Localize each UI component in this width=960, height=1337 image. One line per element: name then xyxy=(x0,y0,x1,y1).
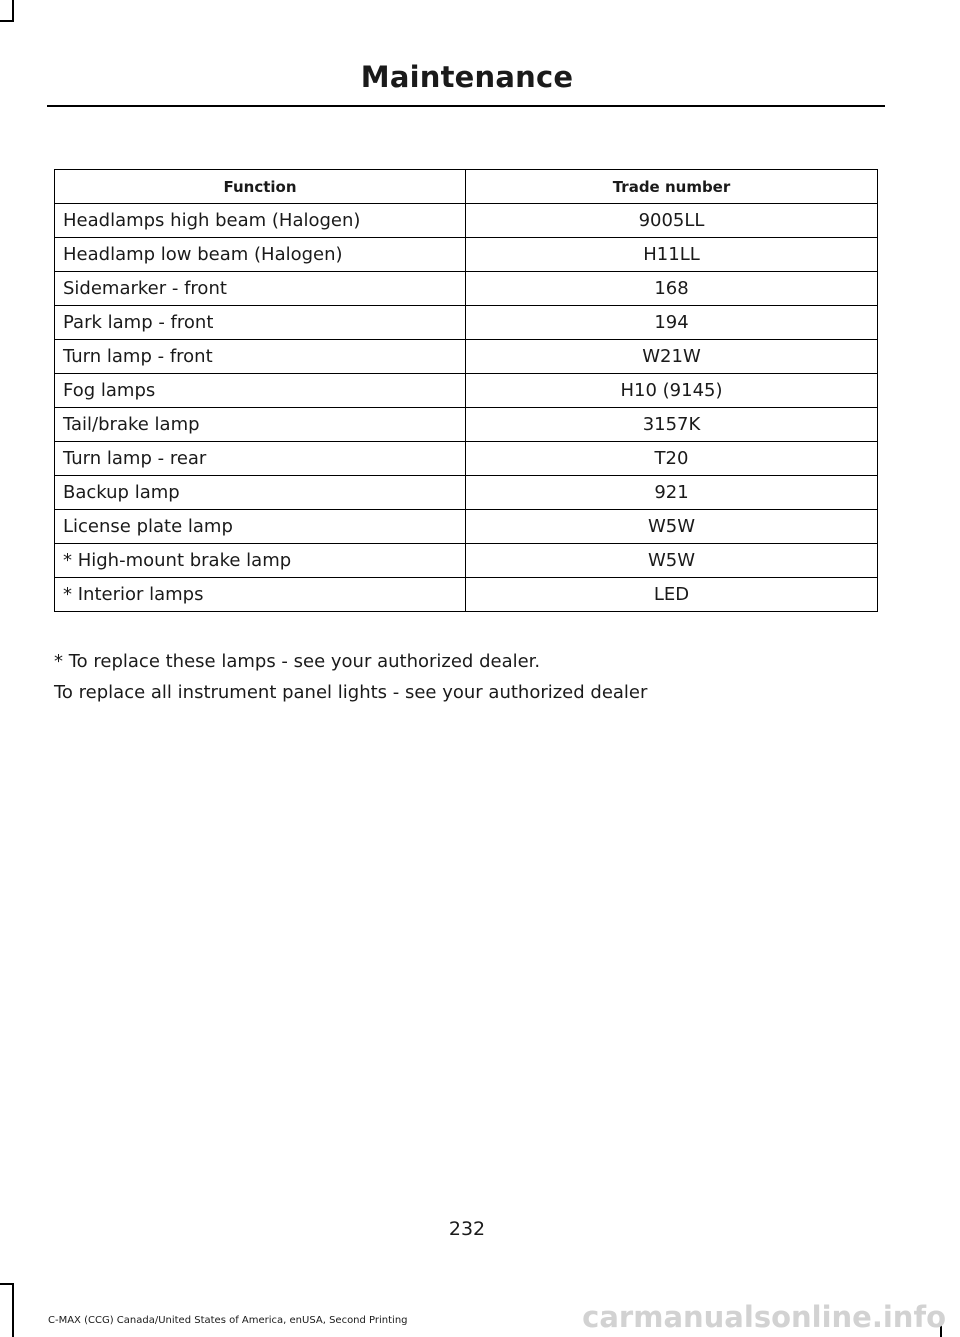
table-row xyxy=(55,544,878,578)
column-header-trade-number: Trade number xyxy=(466,170,878,204)
crop-mark xyxy=(0,1283,14,1285)
table-row xyxy=(55,476,878,510)
function-cell: Fog lamps xyxy=(55,374,466,408)
function-cell: Turn lamp - front xyxy=(55,340,466,374)
trade-number-cell: W21W xyxy=(466,340,878,374)
table-row xyxy=(55,306,878,340)
dealer-note: * To replace these lamps - see your authorized dealer. xyxy=(54,651,541,672)
function-cell: Headlamp low beam (Halogen) xyxy=(55,238,466,272)
table-row xyxy=(55,578,878,612)
function-cell: Tail/brake lamp xyxy=(55,408,466,442)
crop-mark xyxy=(12,0,14,22)
function-cell: * High-mount brake lamp xyxy=(55,544,466,578)
table-row xyxy=(55,340,878,374)
column-header-function: Function xyxy=(55,170,466,204)
function-cell: * Interior lamps xyxy=(55,578,466,612)
trade-number-cell: 921 xyxy=(466,476,878,510)
watermark: carmanualsonline.info xyxy=(582,1300,946,1334)
trade-number-cell: H11LL xyxy=(466,238,878,272)
table-header-row xyxy=(55,170,878,204)
table-row xyxy=(55,510,878,544)
instrument-panel-note: To replace all instrument panel lights - see your authorized dealer xyxy=(54,682,648,703)
function-cell: Park lamp - front xyxy=(55,306,466,340)
trade-number-cell: H10 (9145) xyxy=(466,374,878,408)
trade-number-cell: LED xyxy=(466,578,878,612)
trade-number-cell: 9005LL xyxy=(466,204,878,238)
function-cell: Sidemarker - front xyxy=(55,272,466,306)
table-row xyxy=(55,204,878,238)
table-row xyxy=(55,238,878,272)
crop-mark xyxy=(12,1283,14,1337)
trade-number-cell: 168 xyxy=(466,272,878,306)
table-row xyxy=(55,374,878,408)
trade-number-cell: 3157K xyxy=(466,408,878,442)
trade-number-cell: T20 xyxy=(466,442,878,476)
function-cell: Backup lamp xyxy=(55,476,466,510)
page-title: Maintenance xyxy=(360,60,574,94)
crop-mark xyxy=(0,20,14,22)
table-row xyxy=(55,442,878,476)
trade-number-cell: 194 xyxy=(466,306,878,340)
function-cell: License plate lamp xyxy=(55,510,466,544)
bulb-spec-table xyxy=(54,169,878,612)
trade-number-cell: W5W xyxy=(466,544,878,578)
header-divider xyxy=(47,105,885,107)
function-cell: Headlamps high beam (Halogen) xyxy=(55,204,466,238)
page-number: 232 xyxy=(448,1218,486,1240)
function-cell: Turn lamp - rear xyxy=(55,442,466,476)
table-row xyxy=(55,272,878,306)
trade-number-cell: W5W xyxy=(466,510,878,544)
table-row xyxy=(55,408,878,442)
print-footer: C-MAX (CCG) Canada/United States of America, enUSA, Second Printing xyxy=(48,1315,408,1326)
